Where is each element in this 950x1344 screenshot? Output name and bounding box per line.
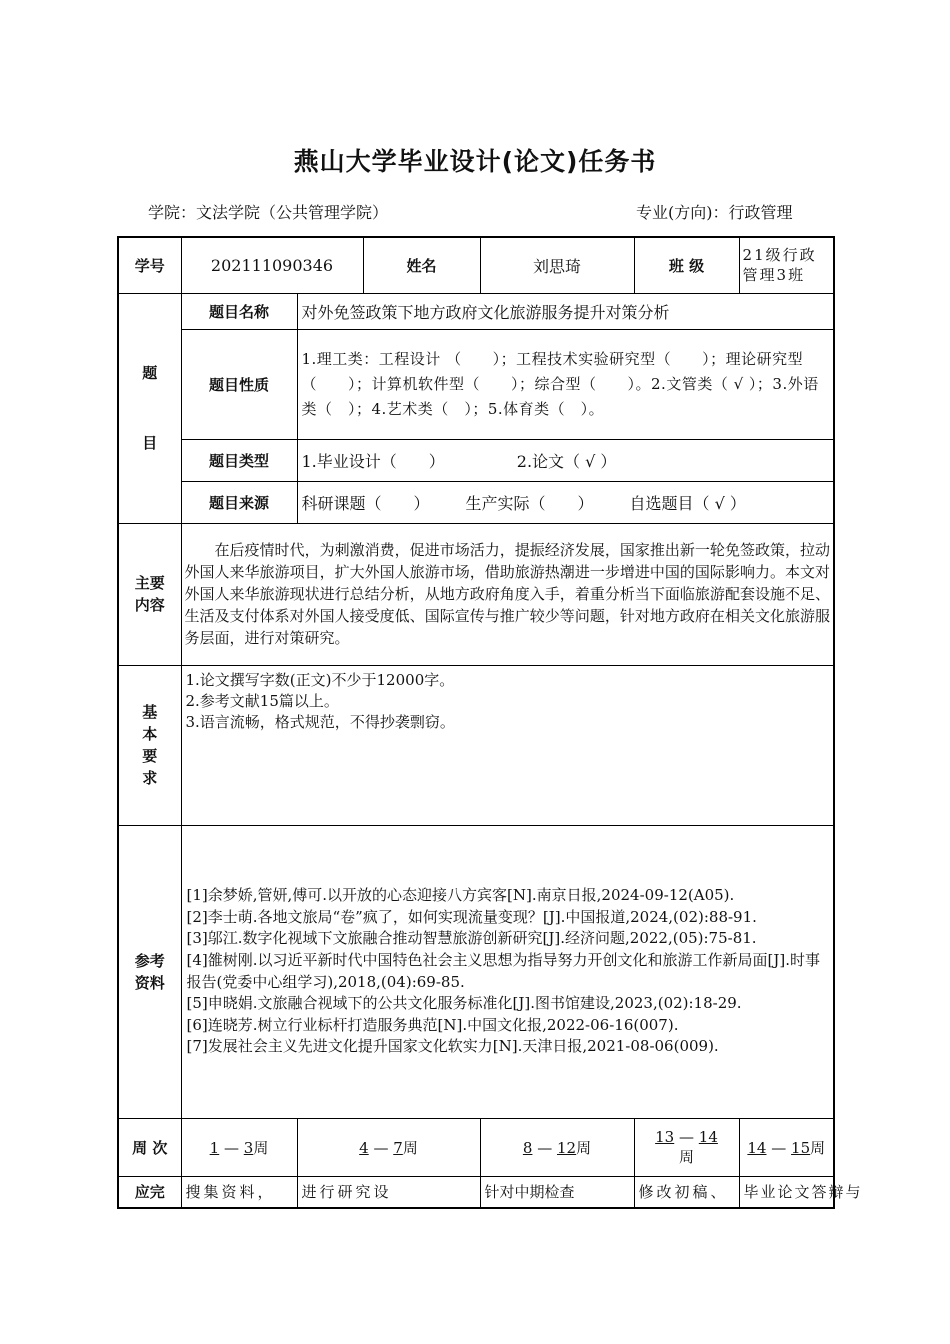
weeks-label: 周 次	[118, 1118, 181, 1176]
college-line: 学院：文法学院（公共管理学院）	[148, 203, 389, 222]
references-label	[118, 825, 181, 1118]
week-4-dash: —	[679, 1128, 695, 1146]
references-label-line-2: 资料	[134, 973, 165, 992]
student-info-row	[118, 237, 834, 293]
source-option-research: 科研课题（ ）	[301, 493, 430, 513]
task-form-table	[117, 236, 863, 1209]
topic-source-value	[297, 481, 834, 523]
requirements-label-char-4: 求	[142, 769, 158, 787]
week-5-dash: —	[771, 1138, 787, 1157]
main-content-label	[118, 523, 181, 665]
reference-item: [7]发展社会主义先进文化提升国家文化软实力[N].天津日报,2021-08-06(009).	[186, 1037, 719, 1056]
requirements-label-char-2: 本	[142, 725, 158, 743]
topic-nature-value: 1.理工类：工程设计 （ ）；工程技术实验研究型（ ）；理论研究型（ ）；计算机软件型（ ）；综合型（ ）。2.文管类（ √ ）；3.外语类（ ）；4.艺术类（ ）；5.体育类（ ）。	[297, 329, 834, 439]
class-value: 21级行政管理3班	[739, 237, 834, 293]
stage-label: 应完	[118, 1176, 181, 1208]
requirement-item: 2.参考文献15篇以上。	[185, 691, 339, 710]
references-label-line-1: 参考	[134, 951, 165, 970]
topic-group-label	[118, 293, 181, 523]
reference-item: [6]连晓芳.树立行业标杆打造服务典范[N].中国文化报,2022-06-16(007).	[186, 1015, 679, 1034]
stage-3: 针对中期检查	[480, 1176, 634, 1208]
week-3-dash: —	[537, 1138, 553, 1157]
week-1-dash: —	[223, 1138, 239, 1157]
week-4-to: 14	[698, 1128, 718, 1146]
topic-type-value	[297, 439, 834, 481]
stage-4: 修改初稿、	[634, 1176, 739, 1208]
reference-item: [4]雒树刚.以习近平新时代中国特色社会主义思想为指导努力开创文化和旅游工作新局面[J].时事报告(党委中心组学习),2018,(04):69-85.	[186, 950, 821, 991]
week-5-to: 15	[791, 1138, 811, 1157]
source-option-production: 生产实际（ ）	[465, 493, 594, 513]
source-option-self: 自选题目（ √ ）	[629, 493, 746, 513]
week-range-3	[480, 1118, 634, 1176]
references-list	[181, 825, 834, 1118]
topic-source-row	[118, 481, 834, 523]
week-1-to: 3	[243, 1138, 254, 1157]
main-content-label-line-2: 内容	[134, 596, 165, 614]
week-3-from: 8	[522, 1138, 533, 1157]
week-4-from: 13	[655, 1128, 675, 1146]
requirements-label-char-3: 要	[142, 747, 158, 765]
topic-name-value: 对外免签政策下地方政府文化旅游服务提升对策分析	[297, 293, 834, 329]
week-5-unit: 周	[810, 1138, 826, 1157]
weeks-row	[118, 1118, 834, 1176]
main-content-row	[118, 523, 834, 665]
requirements-row	[118, 665, 834, 825]
type-option-thesis: 2.论文（ √ ）	[516, 451, 617, 471]
week-4-unit: 周	[679, 1148, 695, 1166]
student-name-label: 姓名	[363, 237, 480, 293]
week-range-4	[634, 1118, 739, 1176]
week-2-to: 7	[393, 1138, 403, 1157]
topic-nature-row	[118, 329, 834, 439]
requirement-item: 1.论文撰写字数(正文)不少于12000字。	[185, 670, 455, 689]
topic-name-label: 题目名称	[181, 293, 297, 329]
stage-5: 毕业论文答辩与	[739, 1176, 834, 1208]
topic-type-row	[118, 439, 834, 481]
topic-label-char-1: 题	[142, 364, 158, 382]
reference-item: [1]余梦娇,管妍,傅可.以开放的心态迎接八方宾客[N].南京日报,2024-09-12(A05).	[186, 886, 735, 905]
week-1-from: 1	[209, 1138, 220, 1157]
class-label: 班 级	[634, 237, 739, 293]
main-content-text: 在后疫情时代，为刺激消费，促进市场活力，提振经济发展，国家推出新一轮免签政策，拉动外国人来华旅游项目，扩大外国人旅游市场，借助旅游热潮进一步增进中国的国际影响力。本文对外国人来华旅游现状进行总结分析，从地方政府角度入手，着重分析当下面临旅游配套设施不足、生活及支付体系对外国人接受度低、国际宣传与推广较少等问题，针对地方政府在相关文化旅游服务层面，进行对策研究。	[181, 523, 834, 665]
week-range-2	[297, 1118, 480, 1176]
week-range-5	[739, 1118, 834, 1176]
stages-row	[118, 1176, 834, 1208]
requirement-item: 3.语言流畅，格式规范，不得抄袭剽窃。	[185, 712, 455, 731]
week-range-1	[181, 1118, 297, 1176]
student-id-label: 学号	[118, 237, 181, 293]
week-5-from: 14	[747, 1138, 767, 1157]
reference-item: [2]李士萌.各地文旅局“卷”疯了，如何实现流量变现？[J].中国报道,2024,(02):88-91.	[186, 907, 757, 926]
major-line: 专业(方向)：行政管理	[636, 203, 793, 222]
topic-nature-label: 题目性质	[181, 329, 297, 439]
document-title: 燕山大学毕业设计(论文)任务书	[293, 147, 657, 176]
week-3-unit: 周	[576, 1138, 592, 1157]
requirements-label	[118, 665, 181, 825]
reference-item: [5]申晓娟.文旅融合视域下的公共文化服务标准化[J].图书馆建设,2023,(02):18-29.	[186, 994, 742, 1013]
references-row	[118, 825, 834, 1118]
stage-1: 搜集资料，	[181, 1176, 297, 1208]
topic-type-label: 题目类型	[181, 439, 297, 481]
topic-label-char-2: 目	[142, 434, 158, 452]
requirements-label-char-1: 基	[142, 703, 158, 721]
week-2-unit: 周	[402, 1138, 418, 1157]
reference-item: [3]邬江.数字化视域下文旅融合推动智慧旅游创新研究[J].经济问题,2022,(05):75-81.	[186, 929, 757, 948]
topic-source-label: 题目来源	[181, 481, 297, 523]
requirements-list	[181, 665, 834, 825]
student-id-value: 202111090346	[181, 237, 363, 293]
stage-2: 进行研究设	[297, 1176, 480, 1208]
week-3-to: 12	[557, 1138, 577, 1157]
week-2-from: 4	[359, 1138, 369, 1157]
main-content-label-line-1: 主要	[134, 574, 165, 592]
topic-name-row	[118, 293, 834, 329]
type-option-design: 1.毕业设计（ ）	[301, 451, 445, 471]
week-1-unit: 周	[253, 1138, 269, 1157]
student-name-value: 刘思琦	[480, 237, 634, 293]
week-2-dash: —	[373, 1138, 389, 1157]
